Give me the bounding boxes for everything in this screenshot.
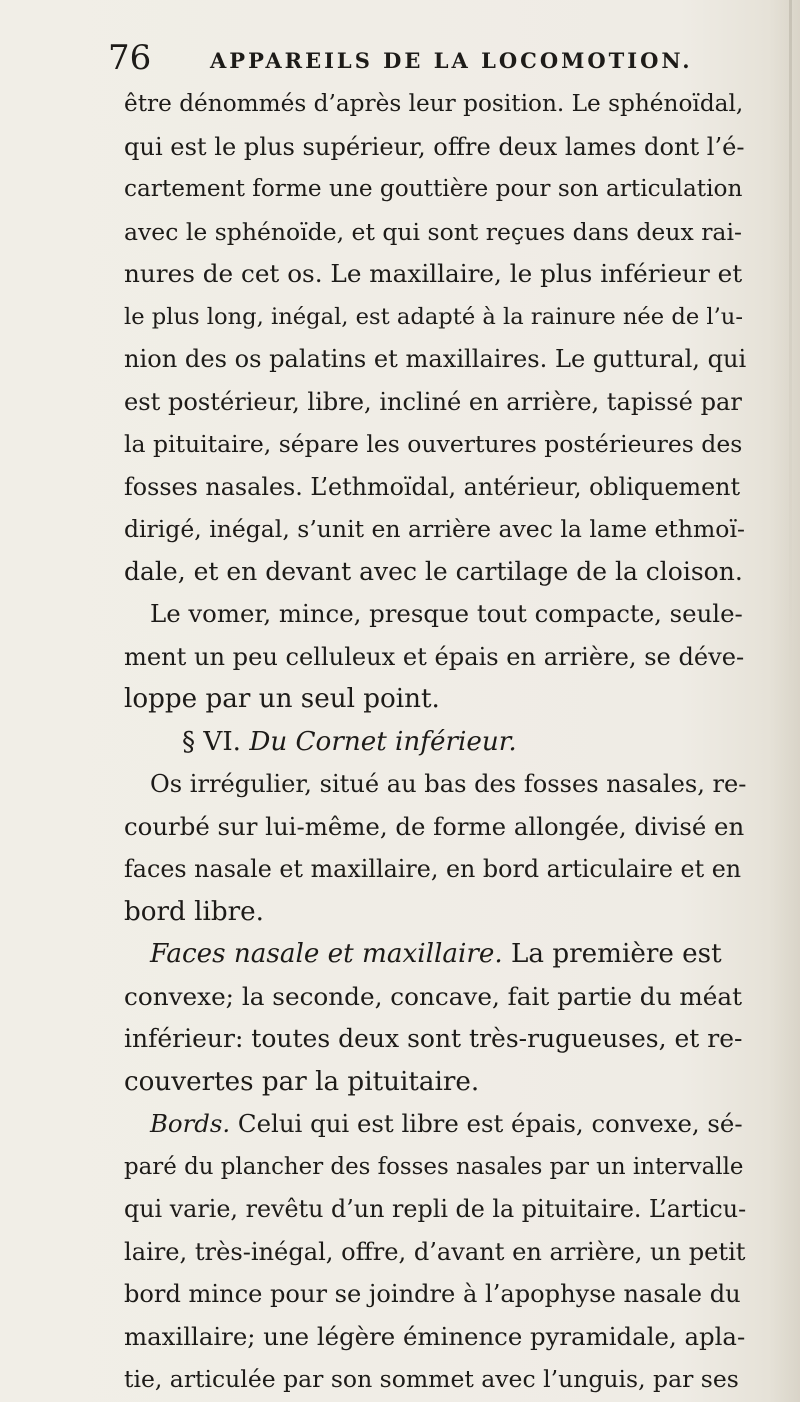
subsection-line [124, 1103, 746, 1146]
text-line: tie, articulée par son sommet avec l’unguis, par ses [124, 1365, 739, 1393]
subsection-heading-bords: Bords. [150, 1109, 231, 1138]
subsection-line [124, 933, 746, 976]
text-line: loppe par un seul point. [124, 684, 440, 714]
text-line: fosses nasales. L’ethmoïdal, antérieur, obliquement [124, 472, 741, 501]
text-line: couvertes par la pituitaire. [124, 1066, 480, 1097]
page-number: 76 [108, 38, 152, 78]
section-title: Du Cornet inférieur. [249, 726, 517, 757]
text-line: être dénommés d’après leur position. Le sphénoïdal, [124, 90, 744, 117]
text-line: avec le sphénoïde, et qui sont reçues dans deux rai- [124, 217, 742, 246]
running-header [94, 38, 734, 82]
text-line: Os irrégulier, situé au bas des fosses nasales, re- [150, 770, 747, 798]
text-line: Le vomer, mince, presque tout compacte, seule- [150, 599, 743, 628]
text-line: dirigé, inégal, s’unit en arrière avec la lame ethmoï- [124, 515, 745, 543]
text-line: nures de cet os. Le maxillaire, le plus inférieur et [124, 259, 743, 288]
section-heading [124, 721, 746, 764]
text-line: cartement forme une gouttière pour son articulation [124, 175, 743, 202]
text-run: Celui qui est libre est épais, convexe, sé- [237, 1109, 743, 1138]
text-line: qui est le plus supérieur, offre deux lames dont l’é- [124, 132, 745, 161]
text-line: maxillaire; une légère éminence pyramidale, apla- [124, 1321, 746, 1351]
text-line: qui varie, revêtu d’un repli de la pituitaire. L’articu- [124, 1195, 747, 1223]
running-title: APPAREILS DE LA LOCOMOTION. [210, 48, 693, 73]
section-number: § VI. [182, 726, 241, 757]
subsection-heading-faces: Faces nasale et maxillaire. [150, 939, 503, 969]
body-text [124, 83, 746, 1401]
text-line: la pituitaire, sépare les ouvertures postérieures des [124, 430, 743, 458]
text-line: dale, et en devant avec le cartilage de la cloison. [124, 556, 743, 586]
text-run: La première est [511, 939, 722, 969]
text-line: inférieur: toutes deux sont très-rugueuses, et re- [124, 1024, 743, 1053]
text-line: courbé sur lui-même, de forme allongée, divisé en [124, 811, 745, 841]
text-line: est postérieur, libre, incliné en arrière, tapissé par [124, 387, 742, 416]
text-line: bord mince pour se joindre à l’apophyse nasale du [124, 1280, 741, 1308]
text-line: laire, très-inégal, offre, d’avant en arrière, un petit [124, 1237, 746, 1266]
text-line: ment un peu celluleux et épais en arrière, se déve- [124, 642, 745, 671]
text-line: faces nasale et maxillaire, en bord articulaire et en [124, 855, 742, 883]
text-line: le plus long, inégal, est adapté à la rainure née de l’u- [124, 303, 743, 330]
text-line: bord libre. [124, 896, 264, 927]
text-line: nion des os palatins et maxillaires. Le guttural, qui [124, 345, 747, 373]
text-line: paré du plancher des fosses nasales par un intervalle [124, 1153, 744, 1180]
page-edge-shadow [789, 0, 792, 700]
text-line: convexe; la seconde, concave, fait partie du méat [124, 981, 742, 1011]
